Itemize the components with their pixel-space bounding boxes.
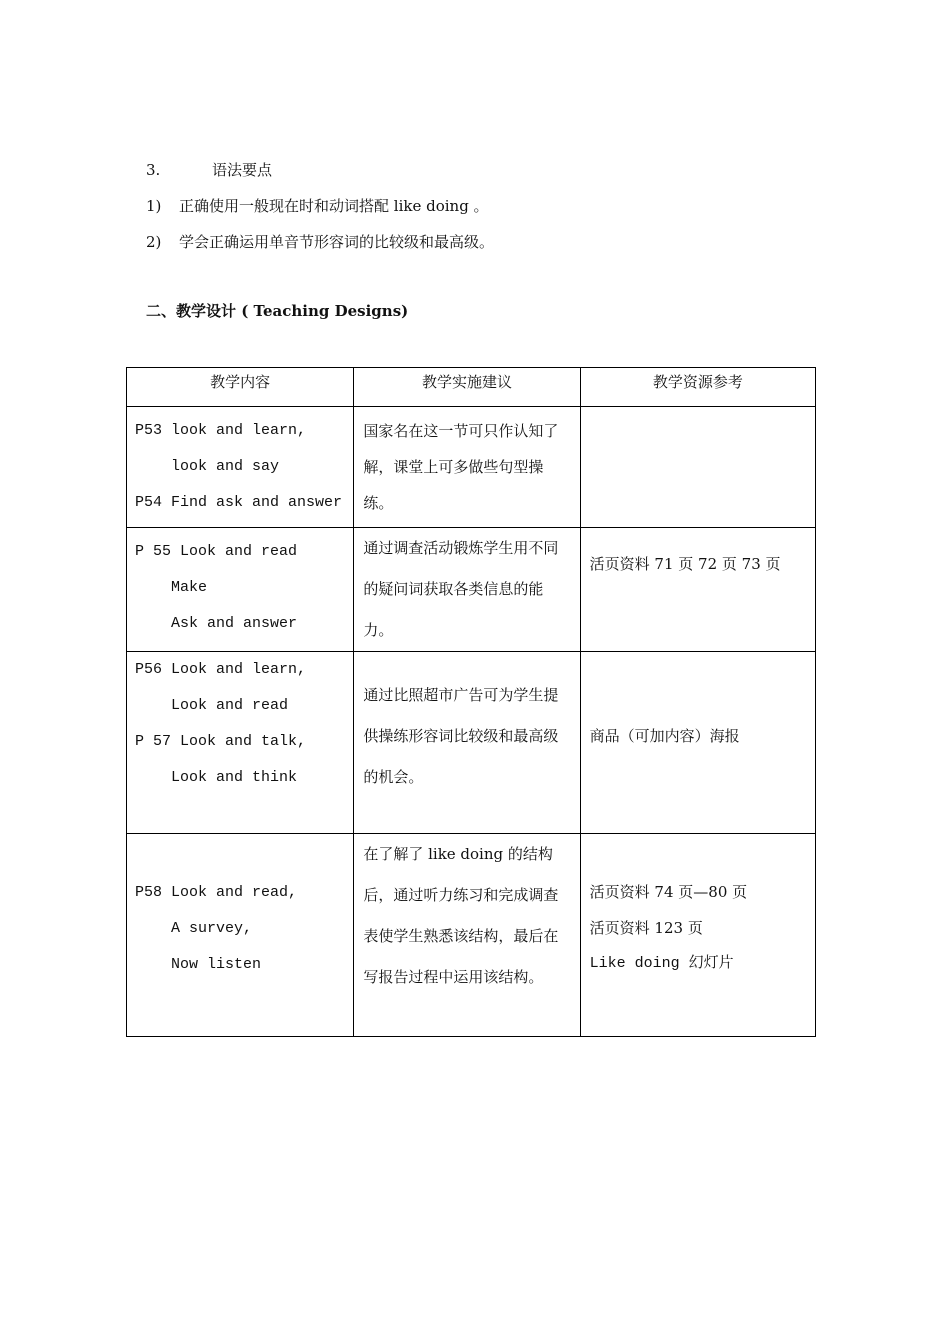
cell-suggestion: 通过调查活动锻炼学生用不同的疑问词获取各类信息的能力。 xyxy=(354,528,580,652)
resource-line: Like doing 幻灯片 xyxy=(589,955,734,972)
content-line: look and say xyxy=(135,458,280,475)
table-header-row xyxy=(127,368,816,407)
resource-line: 活页资料 74 页—80 页 xyxy=(589,883,748,901)
content-line: P 57 Look and talk, xyxy=(135,733,307,750)
table-row xyxy=(127,652,816,834)
content-line: Look and think xyxy=(135,769,298,786)
content-line: A survey, xyxy=(135,920,253,937)
grammar-item-2-number: 2) xyxy=(146,233,162,251)
content-line: Now listen xyxy=(135,956,262,973)
cell-resources: 活页资料 71 页 72 页 73 页 xyxy=(580,528,815,652)
cell-resources: 商品（可加内容）海报 xyxy=(580,652,815,834)
grammar-item-1-number: 1) xyxy=(146,197,162,215)
header-content: 教学内容 xyxy=(127,368,354,407)
table-row xyxy=(127,407,816,528)
content-line: Make xyxy=(135,579,208,596)
cell-suggestion: 国家名在这一节可只作认知了解，课堂上可多做些句型操练。 xyxy=(354,407,580,528)
table-row xyxy=(127,834,816,1037)
header-resources: 教学资源参考 xyxy=(580,368,815,407)
content-line: P 55 Look and read xyxy=(135,543,298,560)
cell-suggestion: 在了解了 like doing 的结构后，通过听力练习和完成调查表使学生熟悉该结构，最后在写报告过程中运用该结构。 xyxy=(354,834,580,1037)
cell-content xyxy=(127,652,354,834)
grammar-item-2-text: 学会正确运用单音节形容词的比较级和最高级。 xyxy=(179,233,495,251)
header-suggestion: 教学实施建议 xyxy=(354,368,580,407)
grammar-item-1-text: 正确使用一般现在时和动词搭配 like doing 。 xyxy=(179,197,489,215)
teaching-design-table xyxy=(126,367,816,1037)
content-line: Ask and answer xyxy=(135,615,298,632)
content-line: P53 look and learn, xyxy=(135,422,307,439)
cell-resources xyxy=(580,407,815,528)
cell-resources xyxy=(580,834,815,1037)
cell-content xyxy=(127,834,354,1037)
table-row xyxy=(127,528,816,652)
grammar-heading: 语法要点 xyxy=(212,161,273,179)
content-line: Look and read xyxy=(135,697,289,714)
grammar-heading-number: 3. xyxy=(146,161,161,179)
content-line: P58 Look and read, xyxy=(135,884,298,901)
content-line: P56 Look and learn, xyxy=(135,661,307,678)
resource-line: 活页资料 123 页 xyxy=(589,919,703,937)
section-title: 二、教学设计 ( Teaching Designs) xyxy=(146,302,409,320)
cell-content xyxy=(127,528,354,652)
cell-content xyxy=(127,407,354,528)
content-line: P54 Find ask and answer xyxy=(135,494,343,511)
cell-suggestion: 通过比照超市广告可为学生提供操练形容词比较级和最高级的机会。 xyxy=(354,652,580,834)
